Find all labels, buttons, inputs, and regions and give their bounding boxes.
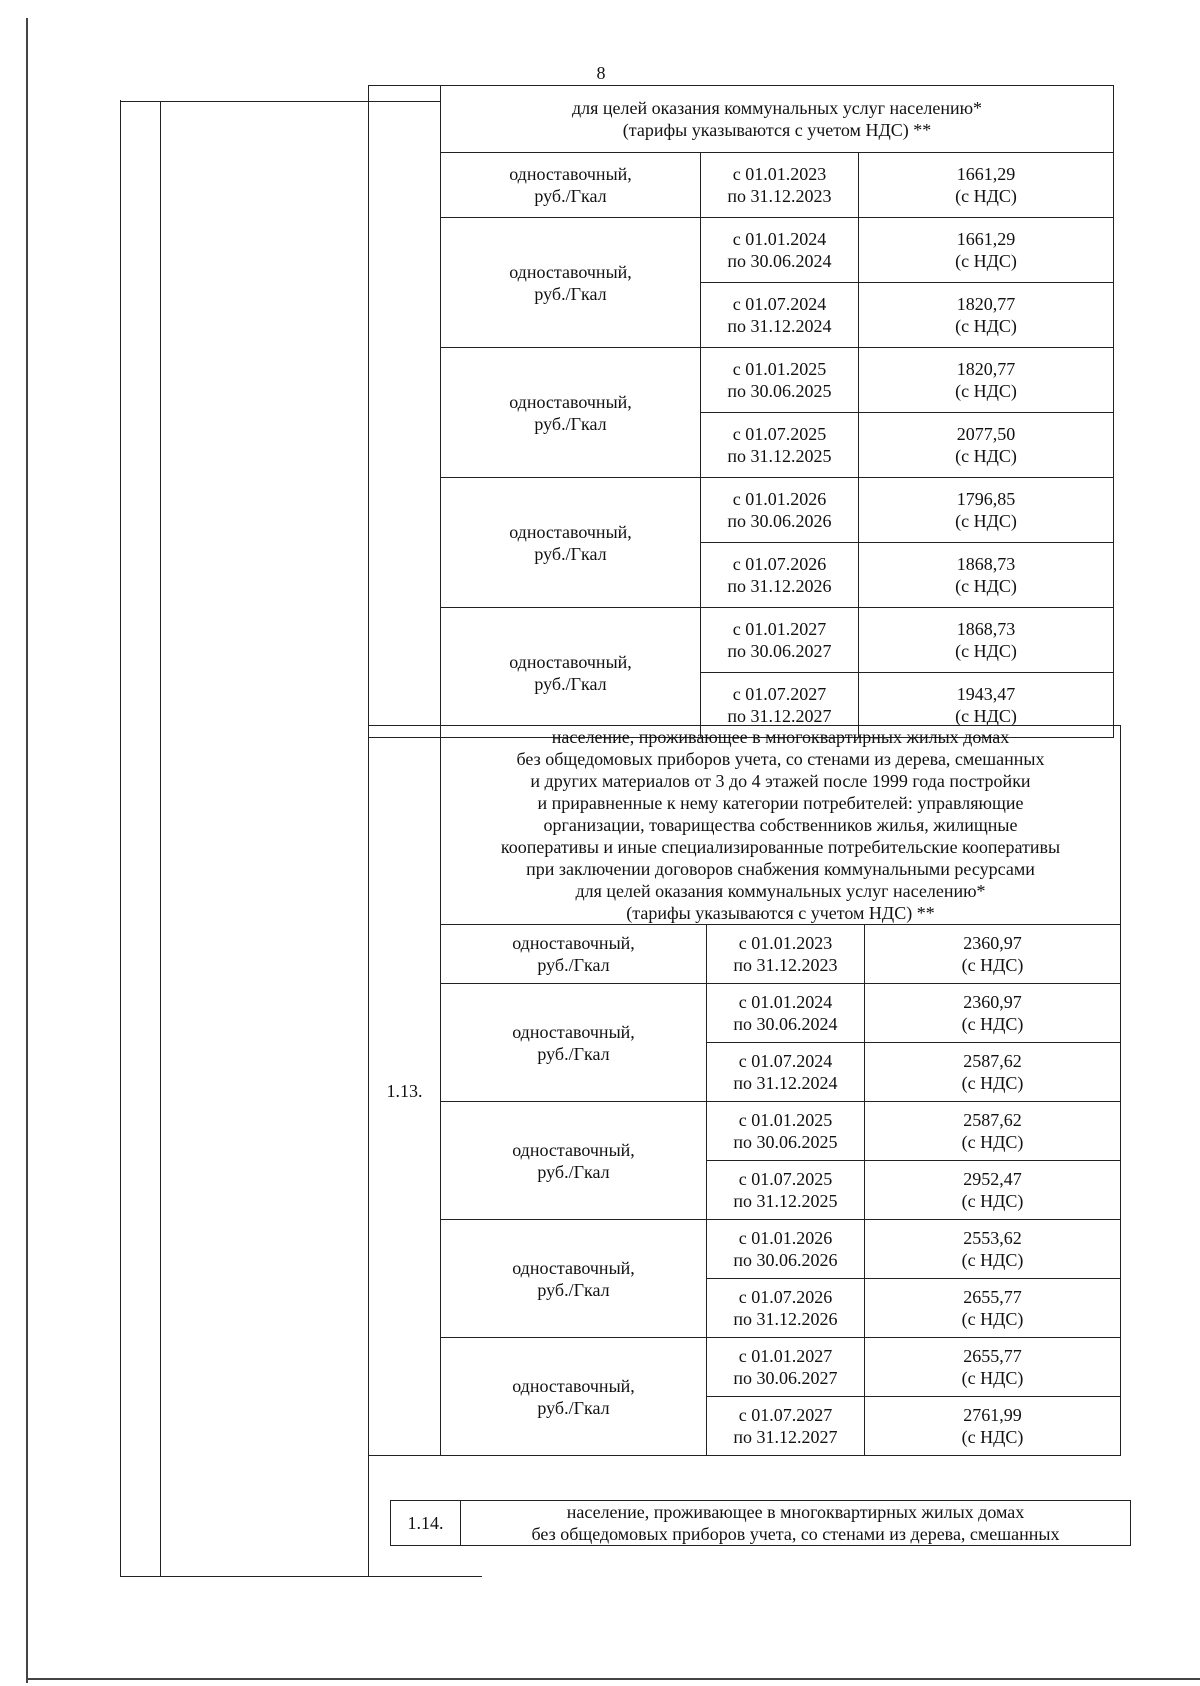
tariff-value-cell: [859, 283, 1114, 348]
section-heading-line: (тарифы указываются с учетом НДС) **: [622, 120, 932, 140]
tariff-type: одноставочный,: [512, 1257, 635, 1278]
tariff-row: [369, 218, 1114, 283]
column-divider-1: [160, 101, 161, 1577]
tariff-vat: (с НДС): [955, 186, 1017, 206]
period-from: с 01.01.2023: [732, 164, 827, 184]
tariff-unit: руб./Гкал: [534, 673, 607, 694]
period-to: по 31.12.2027: [733, 1427, 838, 1447]
tariff-type: одноставочный,: [512, 933, 635, 953]
tariff-value: 2553,62: [963, 1228, 1022, 1248]
tariff-type-cell: [441, 348, 701, 478]
tariff-value-cell: [859, 153, 1114, 218]
tariff-value-cell: [865, 1338, 1121, 1397]
period-from: с 01.07.2027: [738, 1405, 833, 1425]
tariff-unit: руб./Гкал: [537, 1161, 610, 1182]
period-from: с 01.07.2027: [732, 684, 827, 704]
section-number-cell: [369, 726, 441, 1456]
section-number: 1.13.: [386, 1080, 423, 1101]
section-number: 1.14.: [407, 1513, 444, 1533]
tariff-vat: (с НДС): [961, 1014, 1024, 1034]
tariff-value: 2655,77: [963, 1287, 1022, 1307]
tariff-type-cell: [441, 1220, 707, 1338]
period-cell: [707, 984, 865, 1043]
period-from: с 01.01.2027: [738, 1346, 833, 1366]
tariff-row: [369, 348, 1114, 413]
period-cell: [701, 413, 859, 478]
tariff-table-section-1-13: [368, 725, 1121, 1456]
period-from: с 01.01.2024: [738, 992, 833, 1012]
tariff-vat: (с НДС): [955, 706, 1017, 726]
period-from: с 01.07.2026: [738, 1287, 833, 1307]
tariff-value: 1820,77: [956, 294, 1016, 314]
section-heading-line: (тарифы указываются с учетом НДС) **: [626, 903, 935, 923]
tariff-type-cell: [441, 1338, 707, 1456]
tariff-value-cell: [859, 478, 1114, 543]
tariff-unit: руб./Гкал: [537, 1279, 610, 1300]
tariff-unit: руб./Гкал: [534, 186, 607, 206]
tariff-table-section-1-14: [390, 1500, 1131, 1546]
period-to: по 31.12.2026: [733, 1309, 838, 1329]
section-heading-line: для целей оказания коммунальных услуг населению*: [575, 881, 986, 901]
period-from: с 01.01.2026: [732, 489, 827, 509]
tariff-unit: руб./Гкал: [534, 413, 607, 434]
table-bottom-border: [120, 1576, 482, 1577]
tariff-vat: (с НДС): [955, 316, 1017, 336]
tariff-type-cell: [441, 478, 701, 608]
section-heading-row: [369, 726, 1121, 925]
tariff-row: [369, 1338, 1121, 1397]
tariff-value-cell: [865, 1102, 1121, 1161]
period-to: по 31.12.2026: [727, 576, 832, 596]
tariff-value: 2587,62: [963, 1110, 1022, 1130]
period-from: с 01.07.2026: [732, 554, 827, 574]
period-cell: [707, 1397, 865, 1456]
scan-left-edge: [26, 18, 28, 1683]
tariff-vat: (с НДС): [961, 1073, 1024, 1093]
section-heading-line: при заключении договоров снабжения коммунальными ресурсами: [526, 859, 1035, 879]
period-cell: [707, 1102, 865, 1161]
tariff-value-cell: [865, 1220, 1121, 1279]
period-cell: [707, 1220, 865, 1279]
tariff-vat: (с НДС): [961, 955, 1024, 975]
tariff-vat: (с НДС): [961, 1250, 1024, 1270]
tariff-vat: (с НДС): [955, 511, 1017, 531]
tariff-type-cell: [441, 218, 701, 348]
table-left-border: [120, 100, 121, 1577]
tariff-row: [369, 984, 1121, 1043]
period-from: с 01.01.2023: [738, 933, 833, 953]
tariff-type: одноставочный,: [509, 651, 632, 672]
period-to: по 30.06.2025: [727, 381, 832, 401]
period-cell: [701, 543, 859, 608]
period-from: с 01.07.2025: [732, 424, 827, 444]
period-from: с 01.01.2026: [738, 1228, 833, 1248]
tariff-vat: (с НДС): [961, 1309, 1024, 1329]
tariff-value: 2655,77: [963, 1346, 1022, 1366]
tariff-vat: (с НДС): [955, 446, 1017, 466]
tariff-unit: руб./Гкал: [537, 1043, 610, 1064]
tariff-type-cell: [441, 608, 701, 738]
tariff-value-cell: [859, 543, 1114, 608]
period-cell: [701, 478, 859, 543]
tariff-vat: (с НДС): [961, 1368, 1024, 1388]
tariff-unit: руб./Гкал: [534, 543, 607, 564]
period-to: по 31.12.2023: [727, 186, 832, 206]
tariff-value: 1943,47: [956, 684, 1016, 704]
tariff-unit: руб./Гкал: [537, 1397, 610, 1418]
tariff-type-cell: [441, 984, 707, 1102]
section-heading-line: организации, товарищества собственников жилья, жилищные: [543, 815, 1018, 835]
period-cell: [701, 283, 859, 348]
tariff-value-cell: [865, 925, 1121, 984]
period-cell: [707, 1161, 865, 1220]
period-cell: [707, 1279, 865, 1338]
period-to: по 30.06.2025: [733, 1132, 838, 1152]
tariff-type-cell: [441, 1102, 707, 1220]
period-to: по 31.12.2025: [727, 446, 832, 466]
tariff-value: 1868,73: [956, 619, 1016, 639]
tariff-value-cell: [865, 1161, 1121, 1220]
period-to: по 31.12.2027: [727, 706, 832, 726]
tariff-value: 2761,99: [963, 1405, 1022, 1425]
tariff-value-cell: [865, 1279, 1121, 1338]
period-from: с 01.07.2024: [738, 1051, 833, 1071]
period-cell: [707, 1043, 865, 1102]
period-from: с 01.01.2027: [732, 619, 827, 639]
period-to: по 30.06.2024: [733, 1014, 838, 1034]
tariff-table-section-1: [368, 85, 1114, 738]
tariff-value: 1661,29: [956, 164, 1016, 184]
tariff-type: одноставочный,: [509, 261, 632, 282]
tariff-value-cell: [865, 984, 1121, 1043]
section-number-cell: [369, 86, 441, 738]
period-cell: [707, 1338, 865, 1397]
tariff-vat: (с НДС): [961, 1191, 1024, 1211]
tariff-unit: руб./Гкал: [534, 283, 607, 304]
section-heading-cell: [441, 86, 1114, 153]
tariff-vat: (с НДС): [955, 576, 1017, 596]
section-heading-row: [391, 1501, 1131, 1546]
tariff-type: одноставочный,: [512, 1139, 635, 1160]
period-to: по 31.12.2024: [733, 1073, 838, 1093]
section-heading-line: население, проживающее в многоквартирных жилых домах: [566, 1502, 1025, 1522]
period-from: с 01.07.2025: [738, 1169, 833, 1189]
tariff-value: 1868,73: [956, 554, 1016, 574]
period-from: с 01.01.2024: [732, 229, 827, 249]
tariff-type: одноставочный,: [509, 164, 632, 184]
period-to: по 30.06.2027: [727, 641, 832, 661]
section-heading-line: без общедомовых приборов учета, со стенами из дерева, смешанных: [531, 1524, 1060, 1544]
period-from: с 01.01.2025: [732, 359, 827, 379]
period-cell: [701, 218, 859, 283]
section-heading-line: и других материалов от 3 до 4 этажей после 1999 года постройки: [530, 771, 1031, 791]
tariff-value-cell: [859, 218, 1114, 283]
period-to: по 30.06.2027: [733, 1368, 838, 1388]
tariff-unit: руб./Гкал: [537, 955, 610, 975]
tariff-type-cell: [441, 153, 701, 218]
tariff-row: [369, 1220, 1121, 1279]
section-heading-line: кооперативы и иные специализированные потребительские кооперативы: [500, 837, 1061, 857]
section-heading-line: население, проживающее в многоквартирных жилых домах: [551, 727, 1010, 747]
tariff-vat: (с НДС): [961, 1427, 1024, 1447]
period-to: по 30.06.2024: [727, 251, 832, 271]
tariff-row: [369, 153, 1114, 218]
section-heading-cell: [441, 726, 1121, 925]
tariff-value-cell: [865, 1397, 1121, 1456]
section-number-cell: [391, 1501, 461, 1546]
tariff-value: 1661,29: [956, 229, 1016, 249]
tariff-value: 1820,77: [956, 359, 1016, 379]
period-to: по 30.06.2026: [727, 511, 832, 531]
tariff-value: 2360,97: [963, 933, 1022, 953]
tariff-value: 1796,85: [956, 489, 1016, 509]
period-to: по 31.12.2024: [727, 316, 832, 336]
tariff-vat: (с НДС): [955, 641, 1017, 661]
tariff-vat: (с НДС): [955, 381, 1017, 401]
period-to: по 31.12.2023: [733, 955, 838, 975]
section-heading-line: без общедомовых приборов учета, со стенами из дерева, смешанных: [516, 749, 1045, 769]
tariff-value-cell: [865, 1043, 1121, 1102]
period-to: по 30.06.2026: [733, 1250, 838, 1270]
tariff-type: одноставочный,: [509, 391, 632, 412]
period-to: по 31.12.2025: [733, 1191, 838, 1211]
tariff-row: [369, 925, 1121, 984]
tariff-row: [369, 1102, 1121, 1161]
period-from: с 01.01.2025: [738, 1110, 833, 1130]
tariff-row: [369, 608, 1114, 673]
tariff-value: 2360,97: [963, 992, 1022, 1012]
period-from: с 01.07.2024: [732, 294, 827, 314]
tariff-vat: (с НДС): [961, 1132, 1024, 1152]
period-cell: [701, 348, 859, 413]
tariff-type: одноставочный,: [512, 1375, 635, 1396]
tariff-row: [369, 478, 1114, 543]
period-cell: [701, 153, 859, 218]
section-heading-row: [369, 86, 1114, 153]
section-heading-line: и приравненные к нему категории потребителей: управляющие: [537, 793, 1024, 813]
period-cell: [701, 608, 859, 673]
page-number: 8: [596, 63, 606, 83]
section-heading-cell: [461, 1501, 1131, 1546]
tariff-value: 2587,62: [963, 1051, 1022, 1071]
scan-bottom-edge: [26, 1678, 1200, 1680]
tariff-type: одноставочный,: [512, 1021, 635, 1042]
section-heading-line: для целей оказания коммунальных услуг населению*: [571, 98, 983, 118]
tariff-value-cell: [859, 413, 1114, 478]
tariff-value-cell: [859, 348, 1114, 413]
tariff-value: 2952,47: [963, 1169, 1022, 1189]
tariff-vat: (с НДС): [955, 251, 1017, 271]
tariff-value: 2077,50: [956, 424, 1016, 444]
tariff-type: одноставочный,: [509, 521, 632, 542]
tariff-value-cell: [859, 608, 1114, 673]
tariff-type-cell: [441, 925, 707, 984]
period-cell: [707, 925, 865, 984]
